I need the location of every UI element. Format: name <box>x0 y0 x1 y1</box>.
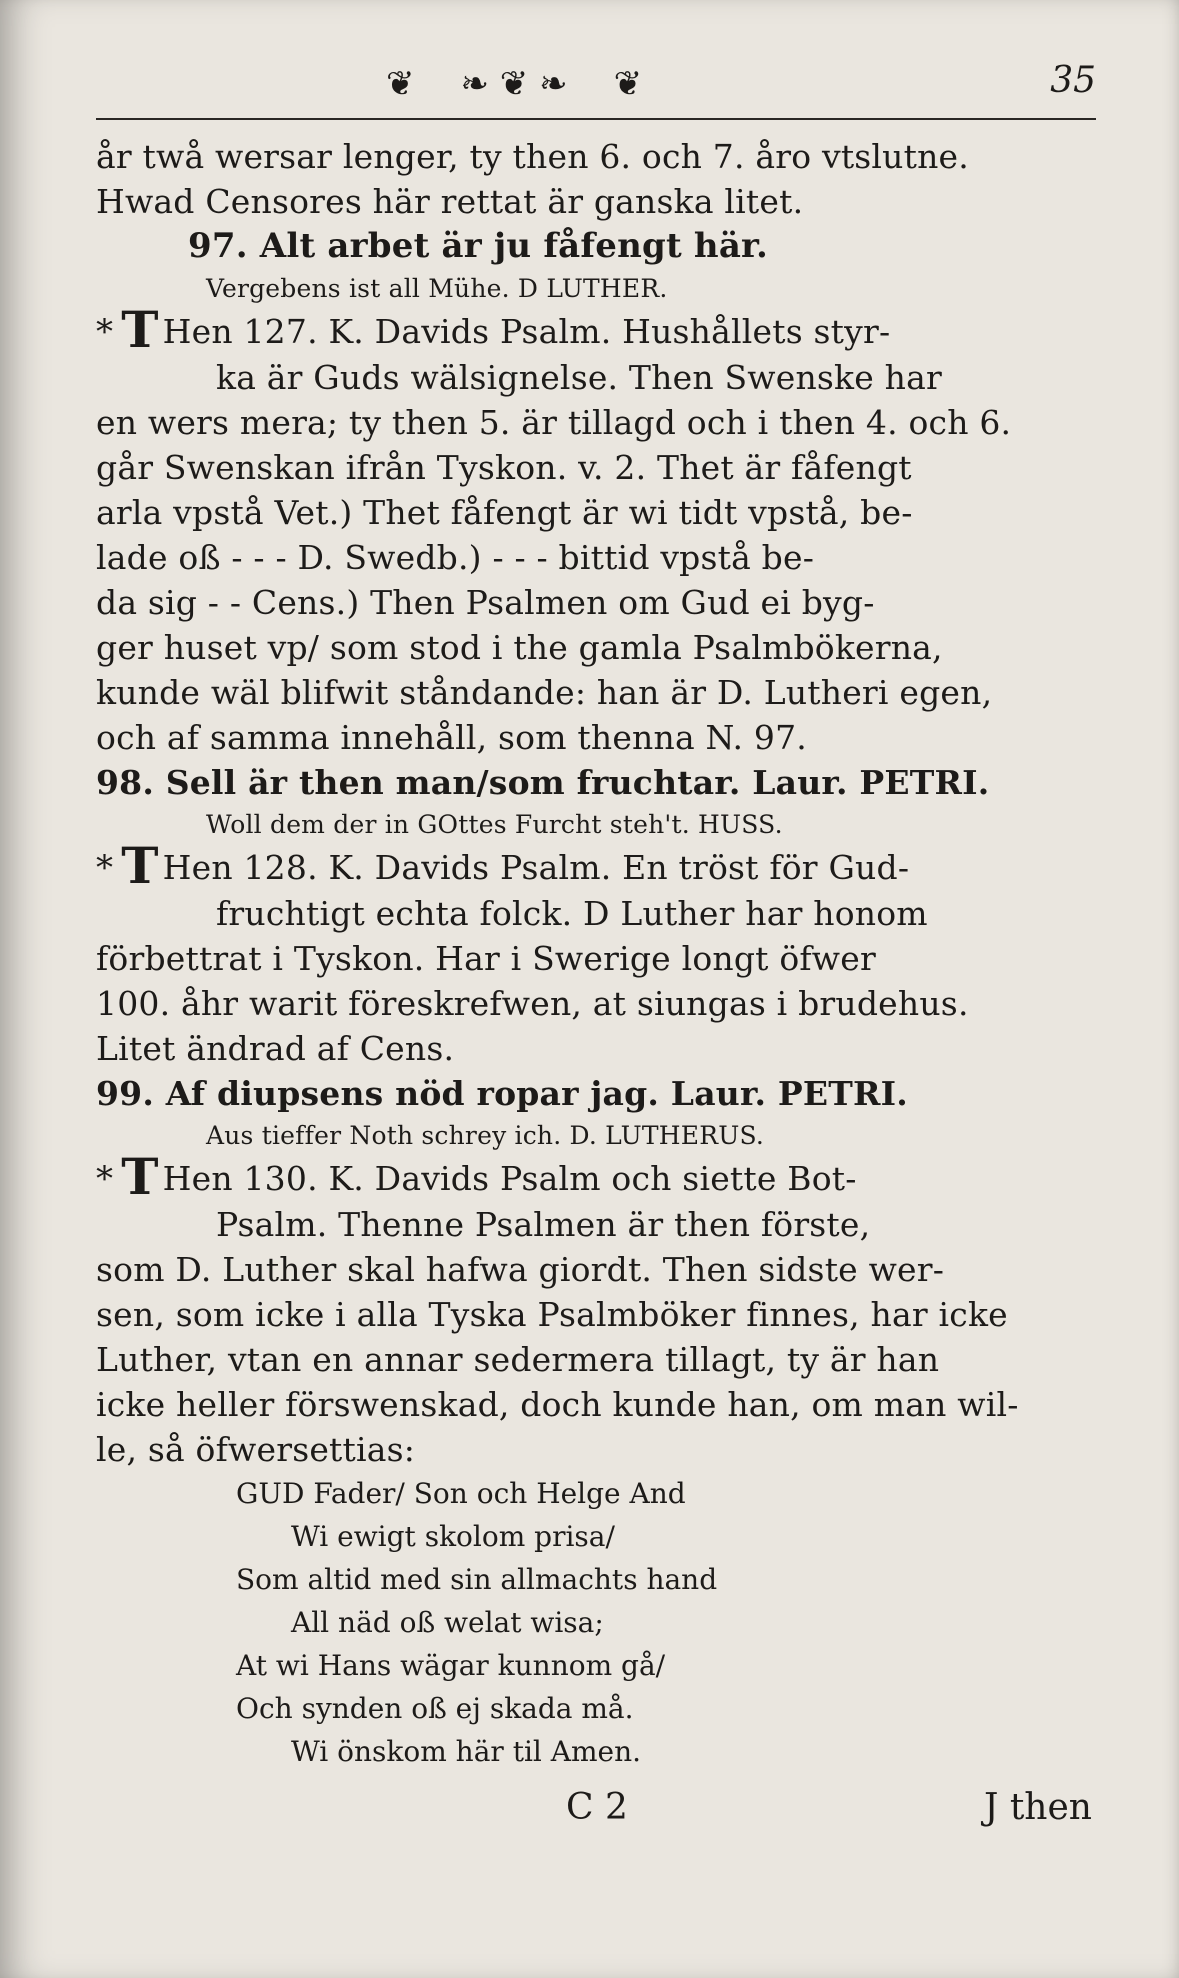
text-line <box>96 1071 1096 1116</box>
line-text: som D. Luther skal hafwa giordt. Then sidste wer- <box>96 1250 945 1289</box>
drop-cap: T <box>121 1147 159 1206</box>
line-text: Litet ändrad af Cens. <box>96 1029 455 1068</box>
line-text: Hen 127. K. Davids Psalm. Hushållets styr- <box>162 312 891 351</box>
text-line <box>96 760 1096 805</box>
page-footer <box>96 1781 1096 1841</box>
catchword: J then <box>983 1787 1092 1828</box>
text-line <box>96 936 1096 981</box>
verse-line: Och synden oß ej skada må. <box>236 1692 634 1725</box>
text-line <box>96 1382 1096 1427</box>
asterisk-icon: * <box>96 1159 114 1199</box>
line-text: ger huset vp/ som stod i the gamla Psalmbökerna, <box>96 628 943 667</box>
verse-line: Wi ewigt skolom prisa/ <box>291 1520 615 1553</box>
verse-line: GUD Fader/ Son och Helge And <box>236 1477 686 1510</box>
verse-line: Wi önskom här til Amen. <box>291 1735 642 1768</box>
line-text: Vergebens ist all Mühe. D LUTHER. <box>206 274 668 303</box>
line-text: icke heller förswenskad, doch kunde han, om man wil- <box>96 1385 1019 1424</box>
line-text: Psalm. Thenne Psalmen är then förste, <box>216 1205 871 1244</box>
text-line <box>96 300 1096 359</box>
line-text: förbettrat i Tyskon. Har i Swerige longt öfwer <box>96 939 876 978</box>
page-number: 35 <box>1050 60 1096 101</box>
verse-line: All näd oß welat wisa; <box>291 1606 604 1639</box>
line-text: 100. åhr warit föreskrefwen, at siungas i brudehus. <box>96 984 969 1023</box>
line-text: fruchtigt echta folck. D Luther har honom <box>216 894 928 933</box>
line-text: sen, som icke i alla Tyska Psalmböker finnes, har icke <box>96 1295 1008 1334</box>
verse-line: Som altid med sin allmachts hand <box>236 1563 718 1596</box>
text-line <box>96 490 1096 535</box>
asterisk-icon: * <box>96 848 114 888</box>
signature-mark: C 2 <box>566 1787 628 1828</box>
verse-line: At wi Hans wägar kunnom gå/ <box>236 1649 666 1682</box>
text-block <box>96 58 1096 1841</box>
text-line <box>96 625 1096 670</box>
running-head <box>96 58 1096 120</box>
text-line <box>96 715 1096 760</box>
text-line <box>96 891 1096 936</box>
line-text: 99. Af diupsens nöd ropar jag. Laur. PETRI. <box>96 1074 908 1113</box>
line-text: Hen 130. K. Davids Psalm och siette Bot- <box>162 1159 857 1198</box>
text-line <box>96 224 1096 269</box>
verse-block <box>96 1472 1096 1773</box>
text-line <box>96 269 1096 309</box>
text-line <box>96 580 1096 625</box>
text-line <box>96 400 1096 445</box>
text-line <box>96 1292 1096 1337</box>
line-text: 97. Alt arbet är ju fåfengt här. <box>188 226 769 266</box>
text-line <box>96 836 1096 895</box>
text-line <box>96 1337 1096 1382</box>
text-line <box>96 535 1096 580</box>
drop-cap: T <box>121 836 159 895</box>
body-text <box>96 134 1096 1472</box>
line-text: Aus tieffer Noth schrey ich. D. LUTHERUS. <box>206 1121 765 1150</box>
header-ornaments <box>386 64 642 104</box>
line-text: ka är Guds wälsignelse. Then Swenske har <box>216 358 942 397</box>
text-line <box>96 179 1096 224</box>
asterisk-icon: * <box>96 312 114 352</box>
text-line <box>96 1116 1096 1156</box>
text-line <box>96 1147 1096 1206</box>
text-line <box>96 445 1096 490</box>
ornament-center-icon: ❧ ❦ ❧ <box>460 64 568 104</box>
text-line <box>96 981 1096 1026</box>
line-text: Luther, vtan en annar sedermera tillagt, ty är han <box>96 1340 940 1379</box>
line-text: Hwad Censores här rettat är ganska litet. <box>96 182 804 221</box>
text-line <box>96 1247 1096 1292</box>
line-text: kunde wäl blifwit ståndande: han är D. Lutheri egen, <box>96 673 993 712</box>
text-line <box>96 355 1096 400</box>
line-text: lade oß - - - D. Swedb.) - - - bittid vpstå be- <box>96 538 815 577</box>
line-text: en wers mera; ty then 5. är tillagd och i then 4. och 6. <box>96 403 1012 442</box>
line-text: le, så öfwersettias: <box>96 1430 416 1469</box>
line-text: 98. Sell är then man/som fruchtar. Laur. PETRI. <box>96 763 990 802</box>
text-line <box>96 1202 1096 1247</box>
drop-cap: T <box>121 300 159 359</box>
ornament-right-icon: ❦ <box>613 64 643 104</box>
line-text: och af samma innehåll, som thenna N. 97. <box>96 718 807 757</box>
text-line <box>96 670 1096 715</box>
ornament-left-icon: ❦ <box>386 64 415 104</box>
line-text: da sig - - Cens.) Then Psalmen om Gud ei byg- <box>96 583 875 622</box>
line-text: år twå wersar lenger, ty then 6. och 7. åro vtslutne. <box>96 137 969 176</box>
line-text: Hen 128. K. Davids Psalm. En tröst för Gud- <box>162 848 910 887</box>
line-text: Woll dem der in GOttes Furcht steh't. HUSS. <box>206 810 783 839</box>
text-line <box>96 1427 1096 1472</box>
line-text: går Swenskan ifrån Tyskon. v. 2. Thet är fåfengt <box>96 448 912 487</box>
line-text: arla vpstå Vet.) Thet fåfengt är wi tidt vpstå, be- <box>96 493 913 532</box>
text-line <box>96 1026 1096 1071</box>
text-line <box>96 805 1096 845</box>
text-line <box>96 134 1096 179</box>
